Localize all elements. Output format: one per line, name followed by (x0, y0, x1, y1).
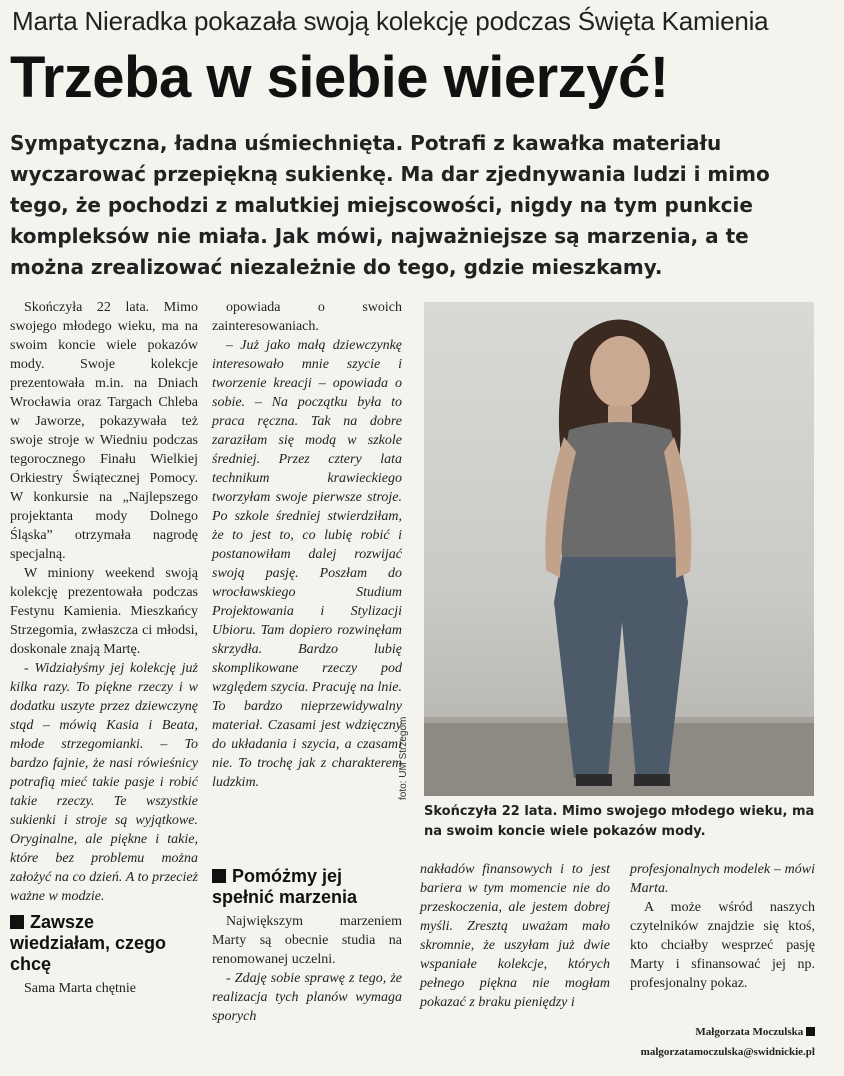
photo-credit: foto: UM Strzegom (398, 716, 409, 800)
col2-paragraph-1: opowiada o swoich zainteresowaniach. (212, 300, 402, 334)
article-lead: Sympatyczna, ładna uśmiechnięta. Potrafi z kawałka materiału wyczarować przepiękną sukienkę. Ma dar zjednywania ludzi i mimo tego, że pochodzi z malutkiej miejscowości, nigdy na tym punkcie kompleksów nie miała. Jak mówi, najważniejsze są marzenia, a te można zrealizować niezależnie do tego, gdzie mieszkamy. (10, 131, 770, 279)
col1-paragraph-2: W miniony weekend swoją kolekcję prezentowała podczas Festynu Kamienia. Mieszkańcy Strzegomia, zwłaszcza ci młodsi, doskonale znają Martę. (10, 566, 198, 657)
article-kicker: Marta Nieradka pokazała swoją kolekcję podczas Święta Kamienia (12, 6, 769, 36)
square-bullet-icon (212, 869, 226, 883)
square-bullet-icon (10, 915, 24, 929)
column-3 (212, 860, 402, 1026)
portrait-photo (424, 302, 814, 796)
column-2 (212, 298, 402, 792)
subhead-help-her: Pomóżmy jej spełnić marzenia (212, 866, 358, 907)
column-1 (10, 298, 198, 998)
column-4 (420, 860, 610, 1012)
col2-quote: – Już jako małą dziewczynkę interesowało mnie szycie i tworzenie kreacji – opowiada o sobie. – Na początku była to praca ręczna. Tak na dobre zaraziłam się modą w szkole średniej. Przez cztery lata technikum krawieckiego tworzyłam swoje pierwsze stroje. Po szkole średniej stwierdziłam, że to jest to, co lubię robić i postanowiłam dalej rozwijać swoją pasję. Poszłam do wrocławskiego Studium Projektowania i Stylizacji Ubioru. Tam dopiero rozwinęłam skrzydła. Bardzo lubię skomplikowane rzeczy pod względem szycia. Pracuję na lnie. To bardzo nieprzewidywalny materiał. Czasami jest wdzięczny do układania i szycia, a czasami nie. To trochę jak z charakterem ludzkim. (212, 338, 402, 790)
col5-paragraph-1: profesjonalnych modelek – mówi Marta. (630, 862, 815, 896)
portrait-figure (424, 302, 814, 796)
square-bullet-icon (806, 1027, 815, 1036)
column-5 (630, 860, 815, 993)
col1-quote: - Widziałyśmy jej kolekcję już kilka razy. To piękne rzeczy i w dodatku uszyte przez dziewczynę stąd – mówią Kasia i Beata, młode strzegomianki. – To bardzo fajnie, że nasi rówieśnicy potrafią mieć takie pasje i robić takie rzeczy. Te wszystkie sukienki i stroje są wyjątkowe. Oryginalne, ale piękne i takie, które bez problemu można założyć na co dzień. A to przecież ważne w modzie. (10, 661, 198, 904)
col1-paragraph-4: Sama Marta chętnie (24, 981, 136, 996)
col5-paragraph-2: A może wśród naszych czytelników znajdzie się ktoś, kto chciałby wesprzeć pasję Marty i sfinansować jej np. profesjonalny pokaz. (630, 900, 815, 991)
col1-paragraph-1: Skończyła 22 lata. Mimo swojego młodego wieku, ma na swoim koncie wiele pokazów mody. Swoje kolekcje prezentowała m.in. na Dniach Wrocławia oraz Targach Chleba w Jaworze, pokazywała też swoje stroje w Wiedniu podczas tegorocznego Finału Wielkiej Orkiestry Świątecznej Pomocy. W konkursie na „Najlepszego projektanta mody Dolnego Śląska” otrzymała nagrodę specjalną. (10, 300, 198, 562)
author-name: Małgorzata Moczulska (630, 1024, 815, 1040)
author-email: malgorzatamoczulska@swidnickie.pl (640, 1046, 815, 1058)
col3-paragraph-1: Największym marzeniem Marty są obecnie studia na renomowanej uczelni. (212, 914, 402, 967)
col3-quote: - Zdaję sobie sprawę z tego, że realizacja tych planów wymaga sporych (212, 971, 402, 1024)
photo-caption: Skończyła 22 lata. Mimo swojego młodego wieku, ma na swoim koncie wiele pokazów mody. (424, 804, 815, 839)
col4-quote: nakładów finansowych i to jest bariera w tym momencie nie do przeskoczenia, ale jestem dobrej myśli. Zresztą uważam mało skromnie, że uszyłam już dwie wspaniałe kolekcje, których pełnego piękna nie mogłam pokazać z braku pieniędzy i (420, 862, 610, 1010)
article-headline: Trzeba w siebie wierzyć! (10, 45, 669, 110)
subhead-always-knew: Zawsze wiedziałam, czego chcę (10, 912, 167, 974)
